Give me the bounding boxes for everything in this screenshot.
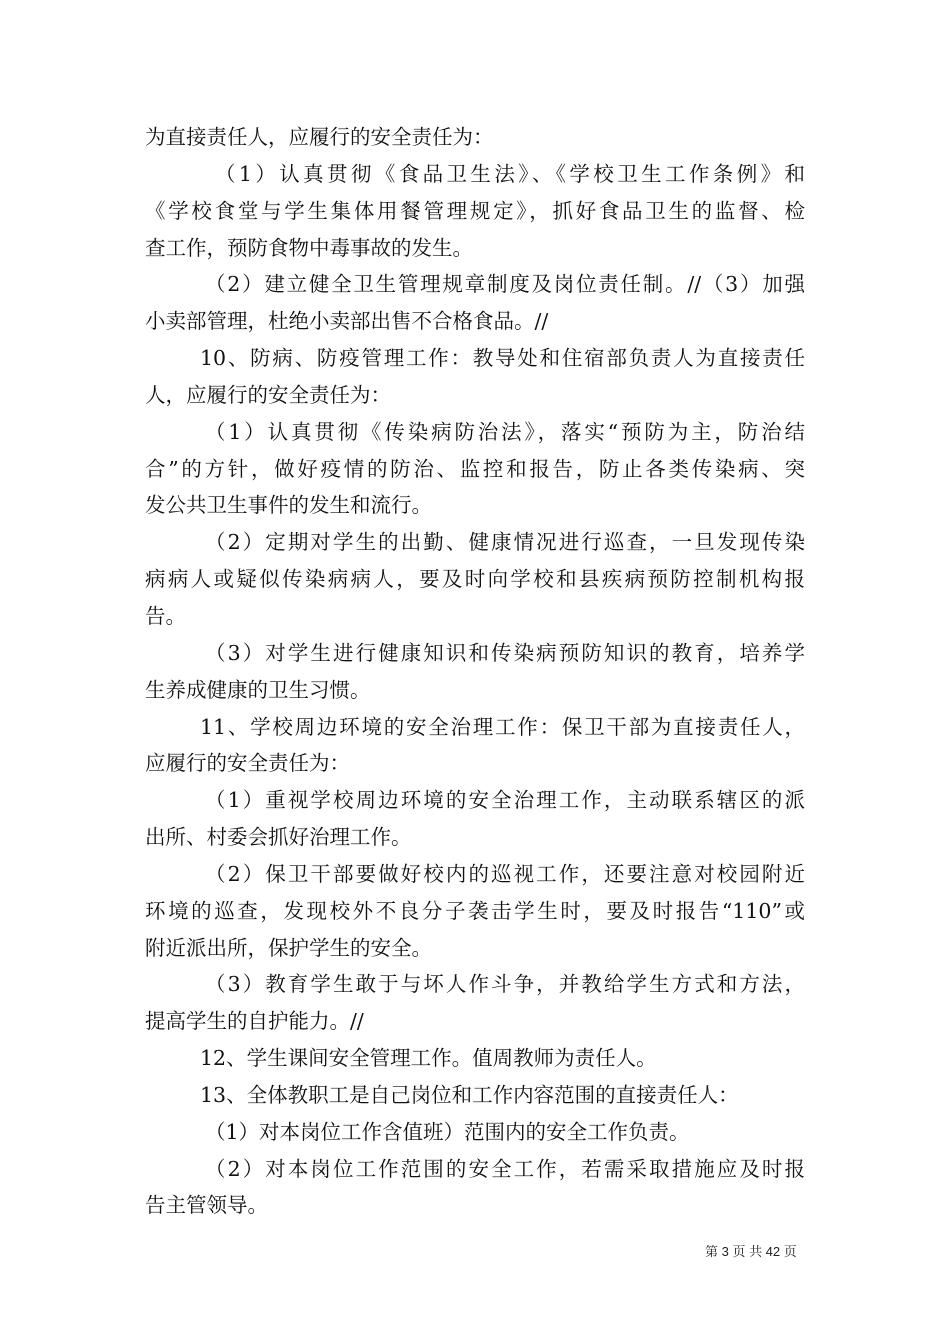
text-line: （2）建立健全卫生管理规章制度及岗位责任制。//（3）加强 <box>205 272 805 297</box>
text-line: （1）重视学校周边环境的安全治理工作，主动联系辖区的派 <box>205 788 805 813</box>
text-line: （2）定期对学生的出勤、健康情况进行巡查，一旦发现传染 <box>205 530 805 555</box>
document-body <box>145 119 805 1224</box>
text-line: （2）对本岗位工作范围的安全工作，若需采取措施应及时报 <box>205 1156 805 1181</box>
text-line: （2）保卫干部要做好校内的巡视工作，还要注意对校园附近 <box>205 861 805 886</box>
text-line: 应履行的安全责任为： <box>145 751 350 776</box>
text-line: 13、全体教职工是自己岗位和工作内容范围的直接责任人： <box>200 1082 739 1107</box>
text-line: 10、防病、防疫管理工作：教导处和住宿部负责人为直接责任 <box>200 346 805 371</box>
text-line: 11、学校周边环境的安全治理工作：保卫干部为直接责任人， <box>200 714 805 739</box>
text-line: 告。 <box>145 603 186 628</box>
text-line: 合”的方针，做好疫情的防治、监控和报告，防止各类传染病、突 <box>145 456 805 481</box>
text-line: 查工作，预防食物中毒事故的发生。 <box>145 235 473 260</box>
text-line: （3）对学生进行健康知识和传染病预防知识的教育，培养学 <box>205 640 805 665</box>
text-line: （1）认真贯彻《食品卫生法》、《学校卫生工作条例》和 <box>215 161 805 186</box>
text-line: 告主管领导。 <box>145 1193 268 1218</box>
text-line: （3）教育学生敢于与坏人作斗争，并教给学生方式和方法， <box>205 972 805 997</box>
text-line: 生养成健康的卫生习惯。 <box>145 677 371 702</box>
text-line: 出所、村委会抓好治理工作。 <box>145 825 412 850</box>
text-line: 发公共卫生事件的发生和流行。 <box>145 493 432 518</box>
text-line: 附近派出所，保护学生的安全。 <box>145 935 432 960</box>
text-line: 人，应履行的安全责任为： <box>145 382 391 407</box>
page-number: 第 3 页 共 42 页 <box>705 1244 797 1259</box>
text-line: 《学校食堂与学生集体用餐管理规定》，抓好食品卫生的监督、检 <box>145 198 805 223</box>
text-line: （1）对本岗位工作含值班）范围内的安全工作负责。 <box>205 1119 690 1144</box>
text-line: 病病人或疑似传染病病人，要及时向学校和县疾病预防控制机构报 <box>145 567 805 592</box>
text-line: 为直接责任人，应履行的安全责任为： <box>145 125 494 149</box>
text-line: 小卖部管理，杜绝小卖部出售不合格食品。// <box>145 309 549 334</box>
text-line: 环境的巡查，发现校外不良分子袭击学生时，要及时报告“110”或 <box>145 898 805 923</box>
text-line: 提高学生的自护能力。// <box>145 1009 364 1034</box>
text-line: （1）认真贯彻《传染病防治法》，落实“预防为主，防治结 <box>205 419 805 444</box>
text-line: 12、学生课间安全管理工作。值周教师为责任人。 <box>200 1046 657 1071</box>
